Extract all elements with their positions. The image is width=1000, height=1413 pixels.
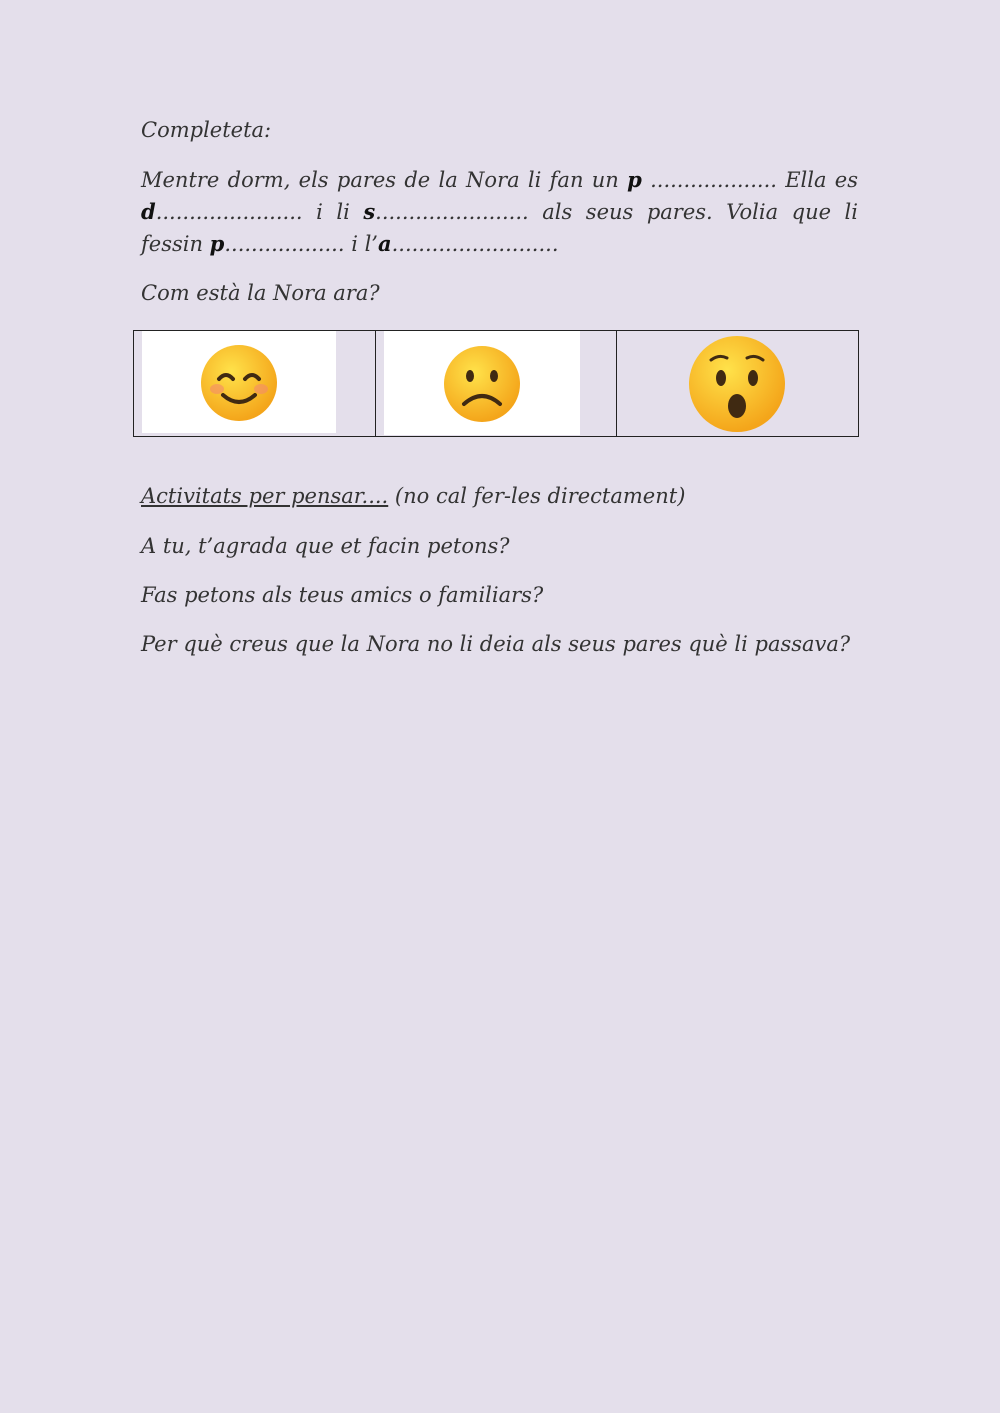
emotion-cell-surprised[interactable] xyxy=(617,331,858,436)
hint-letter: p xyxy=(627,167,642,192)
exercise-heading: Completeta: xyxy=(141,118,272,142)
paragraph-text: Ella es xyxy=(785,168,858,192)
hint-letter: s xyxy=(363,199,376,224)
blank[interactable]: ................... xyxy=(641,168,786,192)
fill-in-paragraph xyxy=(141,164,858,260)
blank[interactable]: .................. xyxy=(224,232,352,256)
emotion-table xyxy=(133,330,859,437)
activity-question-3: Per què creus que la Nora no li deia als seus pares què li passava? xyxy=(141,632,851,656)
paragraph-text: i li xyxy=(316,200,364,224)
blank[interactable]: ......................... xyxy=(391,232,559,256)
activities-heading xyxy=(141,484,685,508)
blank[interactable]: ...................... xyxy=(155,200,317,224)
activities-title: Activitats per pensar.... xyxy=(141,484,389,508)
paragraph-text: i l’ xyxy=(351,232,378,256)
paragraph-text: als seus pares. Volia que li fessin xyxy=(141,200,858,256)
paragraph-text: Mentre dorm, els pares de la Nora li fan un xyxy=(141,168,628,192)
activity-question-1: A tu, t’agrada que et facin petons? xyxy=(141,534,510,558)
smiling-face-icon xyxy=(199,343,279,423)
activity-question-2: Fas petons als teus amics o familiars? xyxy=(141,583,544,607)
hint-letter: p xyxy=(209,231,225,256)
emotion-cell-happy[interactable] xyxy=(134,331,376,436)
frowning-face-icon xyxy=(442,344,522,424)
feeling-question: Com està la Nora ara? xyxy=(141,281,380,305)
activities-note: (no cal fer-les directament) xyxy=(388,484,686,508)
surprised-face-icon xyxy=(687,334,787,434)
blank[interactable]: ....................... xyxy=(375,200,543,224)
hint-letter: a xyxy=(378,231,392,256)
emotion-cell-sad[interactable] xyxy=(376,331,618,436)
hint-letter: d xyxy=(141,199,156,224)
